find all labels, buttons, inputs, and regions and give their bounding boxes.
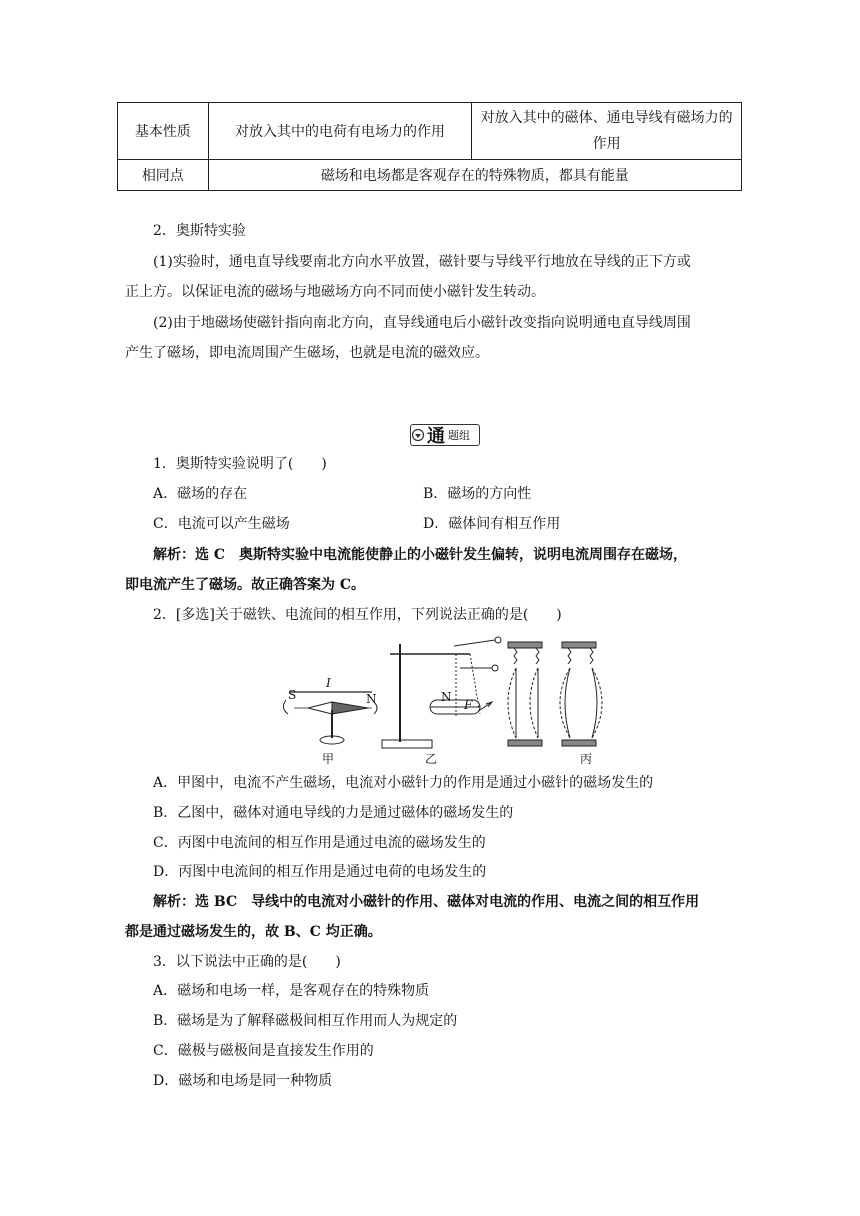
- figure-caption-jia: 甲: [322, 752, 335, 766]
- label-current: I: [326, 676, 331, 690]
- paragraph-line: (2)由于地磁场使磁针指向南北方向，直导线通电后小磁针改变指向说明通电直导线周围: [153, 315, 691, 331]
- analysis-text: 解析：选 BC 导线中的电流对小磁针的作用、磁体对电流的作用、电流之间的相互作用: [153, 894, 700, 910]
- label-n: N: [366, 692, 377, 706]
- label-force: F: [464, 698, 473, 712]
- badge-sub-text: 题组: [448, 429, 470, 442]
- question-stem: 2．[多选]关于磁铁、电流间的相互作用，下列说法正确的是( ): [153, 607, 562, 623]
- option-a: A．甲图中，电流不产生磁场，电流对小磁针力的作用是通过小磁针的磁场发生的: [153, 775, 654, 791]
- magnetic-field-cell: 对放入其中的磁体、通电导线有磁场力的作用: [472, 103, 742, 160]
- comparison-table: [117, 102, 742, 191]
- electric-field-cell: 对放入其中的电荷有电场力的作用: [208, 103, 472, 160]
- table-row: [118, 103, 742, 160]
- paragraph-line: 正上方。以保证电流的磁场与地磁场方向不同而使小磁针发生转动。: [125, 284, 545, 300]
- section-heading: 2．奥斯特实验: [153, 223, 246, 239]
- option-b: B．磁场的方向性: [423, 486, 532, 502]
- badge-icon: [411, 428, 425, 442]
- analysis-text: 即电流产生了磁场。故正确答案为 C。: [125, 577, 366, 593]
- common-point-cell: 磁场和电场都是客观存在的特殊物质，都具有能量: [208, 160, 741, 191]
- figure-caption-bing: 丙: [580, 752, 593, 766]
- figure-caption-yi: 乙: [425, 752, 438, 766]
- analysis-text: 都是通过磁场发生的，故 B、C 均正确。: [125, 924, 382, 940]
- option-a: A．磁场和电场一样，是客观存在的特殊物质: [153, 983, 430, 999]
- row-label: 基本性质: [118, 103, 209, 160]
- paragraph-line: (1)实验时，通电直导线要南北方向水平放置，磁针要与导线平行地放在导线的正下方或: [153, 254, 691, 270]
- label-n-magnet: N: [441, 690, 452, 704]
- option-a: A．磁场的存在: [153, 486, 248, 502]
- option-b: B．乙图中，磁体对通电导线的力是通过磁体的磁场发生的: [153, 805, 514, 821]
- row-label: 相同点: [118, 160, 209, 191]
- option-d: D．磁体间有相互作用: [423, 516, 561, 532]
- figure-bing: [508, 642, 602, 746]
- paragraph-line: 产生了磁场，即电流周围产生磁场，也就是电流的磁效应。: [125, 345, 489, 361]
- question-group-badge: [410, 424, 480, 446]
- option-b: B．磁场是为了解释磁极间相互作用而人为规定的: [153, 1013, 458, 1029]
- option-c: C．电流可以产生磁场: [153, 516, 290, 532]
- table-row: [118, 160, 742, 191]
- question-stem: 1．奥斯特实验说明了( ): [153, 456, 327, 472]
- question-stem: 3．以下说法中正确的是( ): [153, 954, 341, 970]
- label-s: S: [288, 688, 297, 702]
- analysis-text: 解析：选 C 奥斯特实验中电流能使静止的小磁针发生偏转，说明电流周围存在磁场，: [153, 547, 688, 563]
- figure-jia: [283, 692, 377, 744]
- option-c: C．磁极与磁极间是直接发生作用的: [153, 1043, 374, 1059]
- option-c: C．丙图中电流间的相互作用是通过电流的磁场发生的: [153, 835, 486, 851]
- option-d: D．磁场和电场是同一种物质: [153, 1073, 333, 1089]
- badge-main-text: 通: [427, 426, 445, 447]
- option-d: D．丙图中电流间的相互作用是通过电荷的电场发生的: [153, 864, 487, 880]
